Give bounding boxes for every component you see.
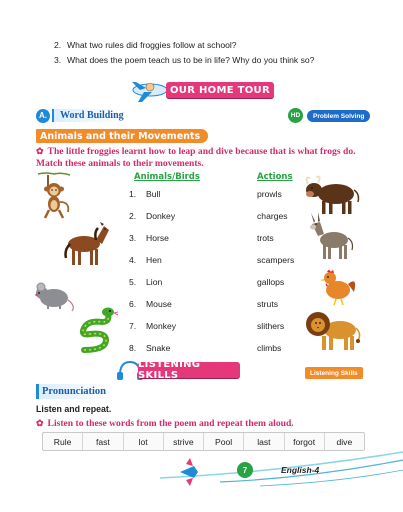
footer-swoosh <box>160 452 403 512</box>
animal-name: Bull <box>146 189 161 199</box>
flower-icon: ✿ <box>36 146 44 156</box>
animal-row <box>129 299 172 309</box>
problem-solving-badge: Problem Solving <box>307 110 370 122</box>
animal-row <box>129 189 160 199</box>
word-list <box>42 432 365 451</box>
donkey-illustration <box>308 212 358 262</box>
animal-row <box>129 343 170 353</box>
airplane-icon <box>130 76 170 104</box>
action-item: charges <box>257 211 288 221</box>
word-cell: strive <box>164 433 204 450</box>
animal-row <box>129 211 175 221</box>
flower-icon: ✿ <box>36 418 44 428</box>
animal-name: Snake <box>146 343 171 353</box>
action-item: struts <box>257 299 279 309</box>
animal-name: Donkey <box>146 211 176 221</box>
section-letter: A. <box>36 109 50 123</box>
word-cell: Pool <box>204 433 244 450</box>
word-cell: forgot <box>285 433 325 450</box>
animals-column-header: Animals/Birds <box>134 172 200 182</box>
actions-column-header: Actions <box>257 172 293 182</box>
animal-row <box>129 277 162 287</box>
word-cell: last <box>244 433 284 450</box>
action-item: scampers <box>257 255 295 265</box>
bull-illustration <box>302 172 362 216</box>
page-number: 7 <box>237 462 253 478</box>
animal-name: Monkey <box>146 321 177 331</box>
animal-name: Hen <box>146 255 162 265</box>
instruction-listen <box>36 418 372 430</box>
question-3 <box>54 55 314 65</box>
animal-name: Mouse <box>146 299 172 309</box>
word-cell: fast <box>83 433 123 450</box>
action-item: slithers <box>257 321 285 331</box>
animal-number: 4. <box>129 255 137 265</box>
word-cell: dive <box>336 436 353 447</box>
question-text: What does the poem teach us to be in life? Why do you think so? <box>67 55 315 65</box>
action-item: gallops <box>257 277 285 287</box>
pronunciation-heading: Pronunciation <box>36 384 114 399</box>
book-label: English-4 <box>281 465 320 475</box>
horse-illustration <box>62 218 112 268</box>
word-cell: Rule <box>43 433 83 450</box>
section-a-heading <box>36 108 130 123</box>
listen-repeat-label: Listen and repeat. <box>36 404 112 414</box>
listening-skills-banner <box>138 359 240 381</box>
listening-skills-badge: Listening Skills <box>305 367 363 379</box>
hen-illustration <box>318 266 358 306</box>
lion-illustration <box>304 306 362 352</box>
question-2 <box>54 40 237 50</box>
section-title: Word Building <box>52 109 130 122</box>
animal-number: 6. <box>129 299 137 309</box>
home-tour-banner <box>166 82 274 98</box>
animals-movements-heading: Animals and their Movements <box>36 129 208 143</box>
instruction-text: Listen to these words from the poem and repeat them aloud. <box>47 418 294 429</box>
question-text: What two rules did froggies follow at school? <box>67 40 237 50</box>
animal-name: Lion <box>146 277 163 287</box>
mouse-illustration <box>32 278 76 312</box>
question-number: 3. <box>54 55 62 65</box>
animal-number: 3. <box>129 233 137 243</box>
home-tour-label: OUR HOME TOUR <box>170 84 270 96</box>
instruction-text: The little froggies learnt how to leap and dive because that is what frogs do. Match these animals to their movements. <box>36 146 356 169</box>
hd-badge: HD <box>288 108 303 123</box>
action-item: prowls <box>257 189 282 199</box>
animal-row <box>129 255 162 265</box>
snake-illustration <box>76 304 118 354</box>
animal-row <box>129 321 176 331</box>
monkey-illustration <box>34 172 74 220</box>
word-cell: lot <box>124 433 164 450</box>
question-number: 2. <box>54 40 62 50</box>
animal-row <box>129 233 169 243</box>
instruction-match <box>36 146 372 169</box>
listening-skills-label: LISTENING SKILLS <box>138 359 201 381</box>
action-item: trots <box>257 233 274 243</box>
animal-number: 7. <box>129 321 137 331</box>
animal-number: 1. <box>129 189 137 199</box>
animal-number: 2. <box>129 211 137 221</box>
action-item: climbs <box>257 343 282 353</box>
animal-number: 8. <box>129 343 137 353</box>
animal-name: Horse <box>146 233 169 243</box>
animal-number: 5. <box>129 277 137 287</box>
